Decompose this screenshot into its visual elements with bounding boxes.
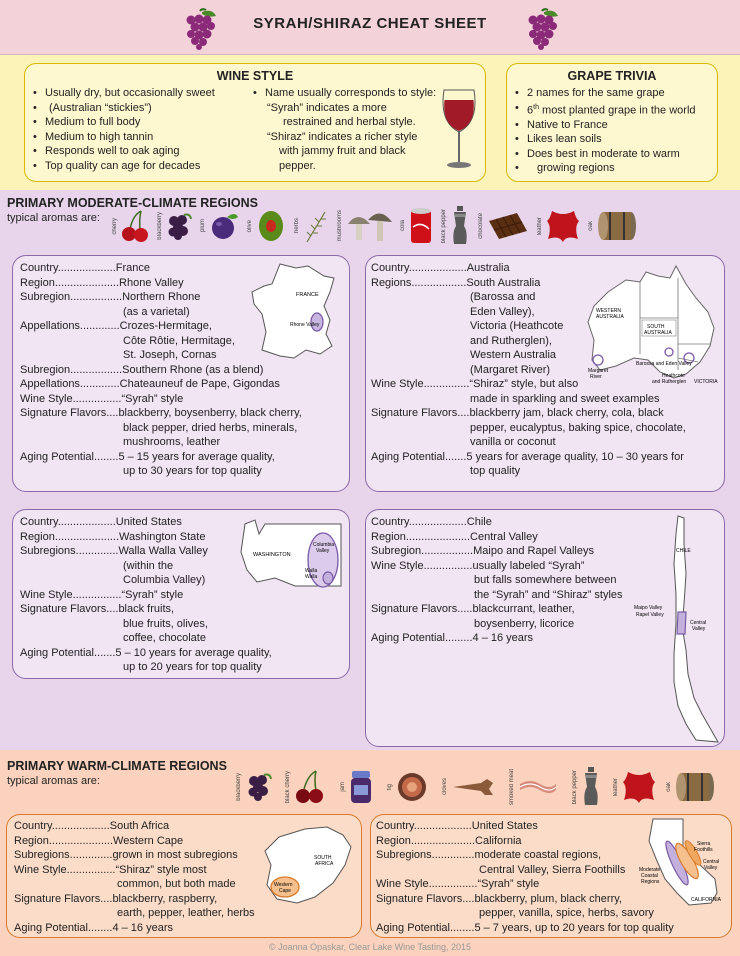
warm-aromas-label: typical aromas are: bbox=[7, 775, 100, 787]
wine-style-list bbox=[33, 86, 243, 173]
cloves-icon bbox=[451, 775, 495, 799]
list-item: • Usually dry, but occasionally sweet bbox=[33, 86, 243, 101]
list-item: • Top quality can age for decades bbox=[33, 159, 243, 174]
south-africa-details: Country................... South Africa Region..................... Western Cape Subregions.............. grown in most subregions Wine Style................ “Shiraz” style most common, but both made Signature Flavors.... blackberry, raspberry, earth, pepper, leather, herbs Aging Potential........ 4 – 16 years bbox=[14, 820, 255, 934]
list-item: • Medium to full body bbox=[33, 115, 243, 130]
oak-barrel-icon bbox=[675, 770, 715, 804]
svg-text:CALIFORNIA: CALIFORNIA bbox=[691, 897, 722, 903]
cherry-icon bbox=[121, 209, 149, 243]
france-map-label: FRANCE bbox=[296, 292, 319, 298]
blackberry-icon bbox=[166, 211, 192, 241]
south-africa-map bbox=[259, 825, 355, 909]
svg-text:CHILE: CHILE bbox=[676, 548, 691, 554]
chile-map bbox=[634, 514, 724, 746]
moderate-climate-title: PRIMARY MODERATE-CLIMATE REGIONS bbox=[7, 196, 258, 210]
herbs-icon bbox=[303, 208, 329, 244]
oak-barrel-icon bbox=[597, 209, 637, 243]
region-card-california bbox=[370, 814, 732, 938]
wine-style-title: WINE STYLE bbox=[216, 69, 294, 83]
region-card-south-africa bbox=[6, 814, 362, 938]
svg-text:WesternCape: Western Cape bbox=[274, 882, 293, 894]
svg-text:ColumbiaValley: Columbia Valley bbox=[313, 542, 335, 554]
plum-icon bbox=[209, 211, 239, 241]
list-item: • Native to France bbox=[515, 118, 715, 133]
france-map bbox=[250, 262, 342, 364]
pepper-grinder-icon bbox=[450, 206, 470, 246]
sa-label: SOUTH AUSTRALIA bbox=[644, 324, 672, 336]
blackberry-icon bbox=[245, 771, 273, 803]
chile-details: Country................... Chile Region..................... Central Valley Subregion................. Maipo and Rapel Valleys Wine Style................ usually labeled “Syrah” but falls somewhere between the “Syrah” and “Shiraz” styles Signature Flavors..... blackcurrant, leather, boysenberry, licorice Aging Potential......... 4 – 16 years bbox=[371, 516, 623, 644]
moderate-aroma-strip: cherry blackberry plum olive herbs mushrooms cola black pepper chocolate leather oak bbox=[112, 206, 637, 246]
svg-text:VICTORIA: VICTORIA bbox=[694, 379, 718, 385]
wine-glass-icon bbox=[439, 88, 479, 172]
list-item: • Does best in moderate to warm bbox=[515, 147, 715, 162]
warm-climate-title: PRIMARY WARM-CLIMATE REGIONS bbox=[7, 759, 227, 773]
svg-text:WASHINGTON: WASHINGTON bbox=[253, 552, 291, 558]
list-item-continuation: • (Australian “stickies”) bbox=[33, 101, 243, 116]
australia-details: Country................... Australia Regions.................. South Australia (Barossa and Eden Valley), Victoria (Heathcote and Rutherglen), Western Australia (Margaret River) Wine Style............... “Shiraz” style, but also made in sparkling and sweet examples Signature Flavors.... blackberry jam, black cherry, cola, black pepper, eucalyptus, baking spice, chocolate, vanilla or coconut Aging Potential....... 5 years for average quality, 10 – 30 years for top quality bbox=[371, 262, 686, 477]
svg-text:Maipo Valley: Maipo Valley bbox=[634, 605, 663, 611]
list-item-continuation: • growing regions bbox=[515, 161, 715, 176]
svg-text:ModerateCoastalRegions: Moderate Coastal Regions bbox=[639, 867, 661, 885]
list-item: • 2 names for the same grape bbox=[515, 86, 715, 101]
svg-text:Barossa and Eden Valley: Barossa and Eden Valley bbox=[636, 361, 692, 367]
grape-trivia-list bbox=[515, 86, 715, 176]
region-card-australia bbox=[365, 255, 725, 492]
svg-text:SOUTHAFRICA: SOUTH AFRICA bbox=[314, 855, 334, 867]
wa-label: WESTERN AUSTRALIA bbox=[596, 308, 624, 320]
wine-style-box bbox=[24, 63, 486, 182]
list-item: • Responds well to oak aging bbox=[33, 144, 243, 159]
australia-map bbox=[586, 262, 720, 390]
california-map bbox=[637, 817, 729, 911]
svg-text:MargaretRiver: Margaret River bbox=[588, 368, 609, 380]
california-details: Country................... United States Region..................... California Subregions.............. moderate coastal regions, Central Valley, Sierra Foothills Wine Style................ “Syrah” style Signature Flavors.... blackberry, plum, black cherry, pepper, vanilla, spice, herbs, savory Aging Potential........ 5 – 7 years, up to 20 years for top quality bbox=[376, 820, 674, 934]
warm-aroma-strip: blackberry black cherry jam fig cloves smoked meat black pepper leather oak bbox=[236, 766, 715, 808]
name-style-note: • Name usually corresponds to style: “Syrah” indicates a more restrained and herbal style. “Shiraz” indicates a richer style with jammy fruit and black pepper. bbox=[253, 87, 437, 172]
mushrooms-icon bbox=[346, 208, 392, 244]
svg-text:Rapel Valley: Rapel Valley bbox=[636, 612, 664, 618]
region-card-chile bbox=[365, 509, 725, 747]
leather-icon bbox=[546, 209, 580, 243]
moderate-aromas-label: typical aromas are: bbox=[7, 212, 100, 224]
region-card-washington bbox=[12, 509, 350, 679]
chocolate-bar-icon bbox=[487, 211, 529, 241]
cola-can-icon bbox=[409, 207, 433, 245]
list-item: • Medium to high tannin bbox=[33, 130, 243, 145]
fig-icon bbox=[396, 771, 428, 803]
svg-text:CentralValley: Central Valley bbox=[703, 859, 720, 871]
black-cherry-icon bbox=[294, 769, 326, 805]
region-card-france bbox=[12, 255, 350, 492]
svg-text:SierraFoothills: Sierra Foothills bbox=[694, 841, 713, 853]
svg-text:CentralValley: Central Valley bbox=[690, 620, 707, 632]
svg-text:WallaWalla: Walla Walla bbox=[305, 568, 318, 580]
copyright-footer: © Joanna Opaskar, Clear Lake Wine Tasting, 2015 bbox=[268, 942, 472, 952]
washington-details: Country................... United States Region..................... Washington State Subregions.............. Walla Walla Valley (within the Columbia Valley) Wine Style................ “Syrah” style Signature Flavors.... black fruits, blue fruits, olives, coffee, chocolate Aging Potential....... 5 – 10 years for average quality, up to 20 years for top quality bbox=[20, 516, 272, 673]
jam-jar-icon bbox=[349, 769, 373, 805]
olive-icon bbox=[256, 208, 286, 244]
smoked-meat-icon bbox=[518, 776, 558, 798]
list-item: • Likes lean soils bbox=[515, 132, 715, 147]
france-details: Country................... France Region..................... Rhone Valley Subregion................. Northern Rhone (as a varietal) Appellations............. Crozes-Hermitage, Côte Rôtie, Hermitage, St. Joseph, Cornas Subregion................. Southern Rhone (as a blend) Appellations............. Chateauneuf de Pape, Gigondas Wine Style................ “Syrah” style Signature Flavors.... blackberry, boysenberry, black cherry, black pepper, dried herbs, minerals, mushrooms, leather Aging Potential........ 5 – 15 years for average quality, up to 30 years for top quality bbox=[20, 262, 302, 477]
pepper-grinder-icon bbox=[581, 767, 601, 807]
list-item: • 6th most planted grape in the world bbox=[515, 101, 715, 118]
leather-icon bbox=[622, 770, 656, 804]
grape-trivia-title: GRAPE TRIVIA bbox=[567, 69, 657, 83]
rhone-valley-label: Rhone Valley bbox=[290, 322, 320, 328]
grape-cluster-icon bbox=[524, 8, 560, 50]
svg-text:Heathcoteand Rutherglen: Heathcote and Rutherglen bbox=[652, 373, 687, 385]
page-title: SYRAH/SHIRAZ CHEAT SHEET bbox=[253, 15, 487, 32]
grape-trivia-box bbox=[506, 63, 718, 182]
washington-map bbox=[235, 516, 347, 594]
